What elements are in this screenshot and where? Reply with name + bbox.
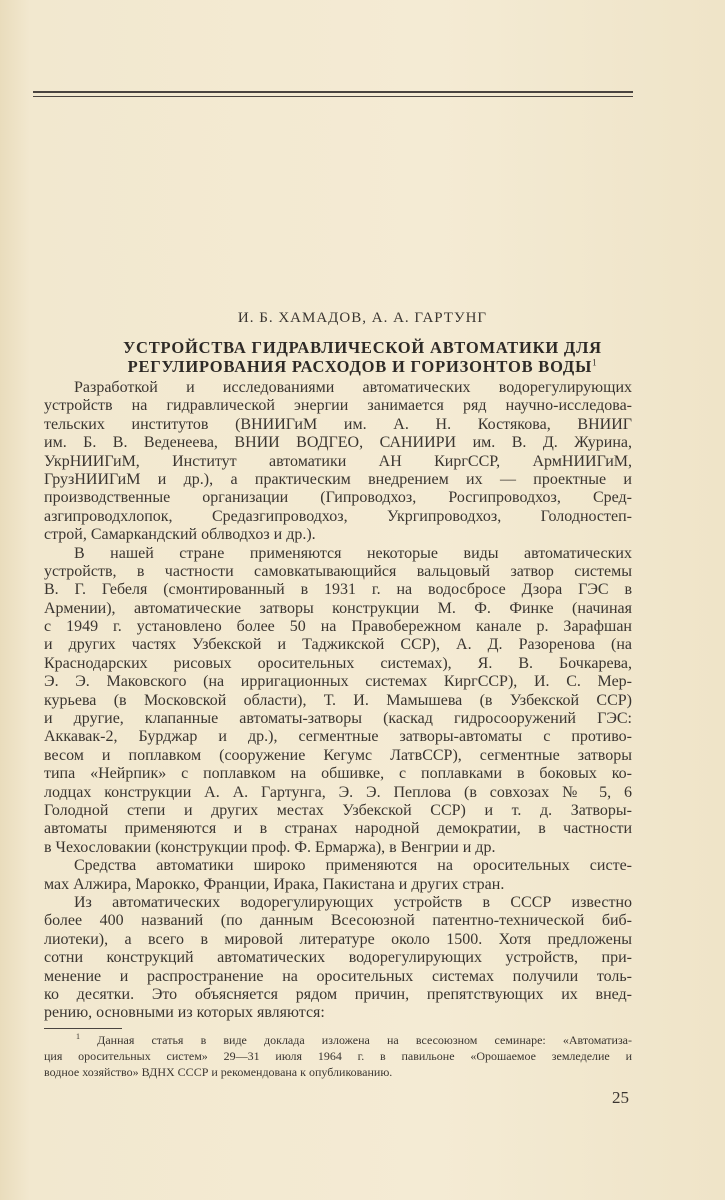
header-rule-top: [33, 91, 633, 93]
text-line: рению, основными из которых являются:: [44, 1004, 325, 1022]
authors: И. Б. ХАМАДОВ, А. А. ГАРТУНГ: [237, 310, 488, 326]
text-line: тельских институтов (ВНИИГиМ им. А. Н. Костякова, ВНИИГ: [44, 415, 632, 433]
text-line: лодцах конструкции А. А. Гартунга, Э. Э. Пеплова (в совхозах № 5, 6: [44, 783, 632, 801]
text-line: ко десятки. Это объясняется рядом причин, препятствующих их внед-: [44, 985, 632, 1003]
text-line: В. Г. Гебеля (смонтированный в 1931 г. на водосбросе Дзора ГЭС в: [44, 581, 632, 599]
text-line: и другие, клапанные автоматы-затворы (каскад гидросооружений ГЭС:: [44, 710, 632, 728]
footnote: [44, 1032, 632, 1080]
article-title-line-2: [0, 357, 725, 376]
text-line: устройств, в частности самовкатывающийся вальцовый затвор системы: [44, 562, 632, 580]
footnote-rule: [44, 1028, 122, 1029]
text-line: курьева (в Московской области), Т. И. Мамышева (в Узбекской ССР): [44, 691, 632, 709]
text-line: Разработкой и исследованиями автоматических водорегулирующих: [74, 379, 632, 396]
text-line: Голодной степи и других местах Узбекской ССР) и т. д. Затворы-: [44, 801, 632, 819]
text-line: с 1949 г. установлено более 50 на Правобережном канале р. Зарафшан: [44, 618, 632, 636]
text-line: менение и распространение на оросительных системах получили толь-: [44, 967, 632, 985]
article-title-line-1: УСТРОЙСТВА ГИДРАВЛИЧЕСКОЙ АВТОМАТИКИ ДЛЯ: [123, 338, 602, 357]
text-line: В нашей стране применяются некоторые виды автоматических: [74, 544, 632, 562]
footnote-text: Данная статья в виде доклада изложена на всесоюзном семинаре: «Автоматиза-: [97, 1033, 633, 1047]
footnote-line: ция оросительных систем» 29—31 июля 1964 г. в павильоне «Орошаемое земледелие и: [44, 1049, 632, 1063]
text-line: устройств на гидравлической энергии занимается ряд научно-исследова-: [44, 397, 632, 415]
text-line: Аккавак-2, Бурджар и др.), сегментные затворы-автоматы с противо-: [44, 728, 632, 746]
text-line: сотни конструкций автоматических водорегулирующих устройств, при-: [44, 949, 632, 967]
header-rule-bottom: [33, 96, 633, 97]
text-line: строй, Самаркандский облводхоз и др.).: [44, 526, 316, 544]
text-line: и других частях Узбекской и Таджикской ССР), А. Д. Разоренова (на: [44, 636, 632, 654]
text-line: типа «Нейрпик» с поплавком на обшивке, с поплавками в боковых ко-: [44, 765, 632, 783]
text-line: мах Алжира, Марокко, Франции, Ирака, Пакистана и других стран.: [44, 875, 505, 893]
article-title-line-2-text: РЕГУЛИРОВАНИЯ РАСХОДОВ И ГОРИЗОНТОВ ВОДЫ: [127, 357, 593, 376]
text-line: Армении), автоматические затворы конструкции М. Ф. Финке (начиная: [44, 599, 632, 617]
footnote-marker: 1: [592, 357, 598, 368]
text-line: производственные организации (Гипроводхоз, Росгипроводхоз, Сред-: [44, 489, 632, 507]
text-line: более 400 названий (по данным Всесоюзной патентно-технической биб-: [44, 912, 632, 930]
footnote-mark: 1: [76, 1032, 80, 1041]
text-line: лиотеки), а всего в мировой литературе около 1500. Хотя предложены: [44, 930, 632, 948]
text-line: Из автоматических водорегулирующих устройств в СССР известно: [74, 893, 632, 911]
text-line: Средства автоматики широко применяются на оросительных систе-: [74, 857, 632, 875]
footnote-line: [44, 1032, 632, 1048]
text-line: им. Б. В. Веденеева, ВНИИ ВОДГЕО, САНИИРИ им. В. Д. Журина,: [44, 434, 632, 452]
text-line: весом и поплавком (сооружение Кегумс ЛатвССР), сегментные затворы: [44, 746, 632, 764]
text-line: в Чехословакии (конструкции проф. Ф. Ермаржа), в Венгрии и др.: [44, 838, 496, 856]
footnote-line: водное хозяйство» ВДНХ СССР и рекомендована к опубликованию.: [44, 1065, 393, 1079]
text-line: Краснодарских рисовых оросительных системах), Я. В. Бочкарева,: [44, 654, 632, 672]
text-line: ГрузНИИГиМ и др.), а практическим внедрением их — проектные и: [44, 470, 632, 488]
page-number: 25: [612, 1088, 629, 1107]
article-body: [44, 379, 632, 1023]
text-line: УкрНИИГиМ, Институт автоматики АН КиргССР, АрмНИИГиМ,: [44, 452, 632, 470]
text-line: азгипроводхлопок, Средазгипроводхоз, Укргипроводхоз, Голодностеп-: [44, 507, 632, 525]
text-line: Э. Э. Маковского (на ирригационных системах КиргССР), И. С. Мер-: [44, 673, 632, 691]
text-line: автоматы применяются и в странах народной демократии, в частности: [44, 820, 632, 838]
